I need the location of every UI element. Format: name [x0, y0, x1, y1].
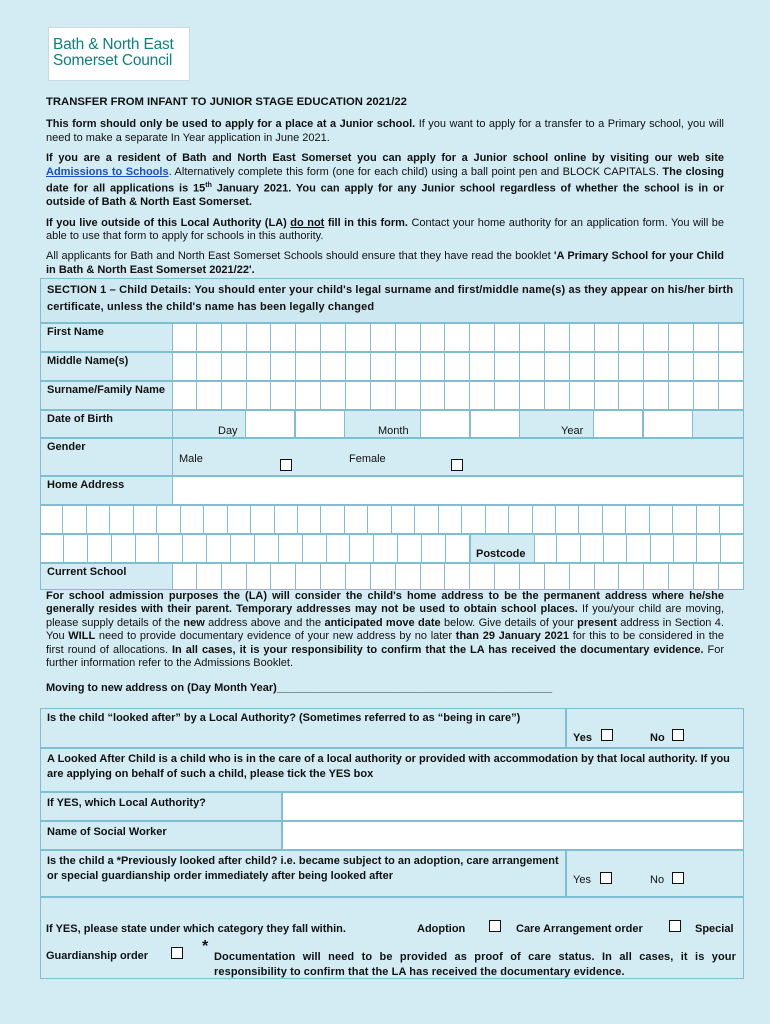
- previously-no-label: No: [650, 874, 665, 886]
- char-box[interactable]: [545, 381, 570, 410]
- char-box[interactable]: [371, 563, 396, 590]
- char-box[interactable]: [595, 352, 620, 381]
- char-box[interactable]: [595, 563, 620, 590]
- char-box[interactable]: [669, 563, 694, 590]
- intro-p2-mid: . Alternatively complete this form (one for each child) using a ball point pen and BLOCK CAPITALS.: [168, 165, 663, 178]
- char-box[interactable]: [509, 505, 532, 534]
- char-box[interactable]: [486, 505, 509, 534]
- dob-month-box-1[interactable]: [420, 410, 470, 438]
- which-la-input[interactable]: [282, 792, 744, 821]
- intro-p4-bold: 'A Primary School for your Child in Bath & North East Somerset 2021/22'.: [46, 250, 724, 276]
- char-box[interactable]: [462, 505, 485, 534]
- char-box[interactable]: [172, 352, 197, 381]
- char-box[interactable]: [644, 563, 669, 590]
- char-box[interactable]: [368, 505, 391, 534]
- char-box[interactable]: [181, 505, 204, 534]
- documentation-note-text: Documentation will need to be provided as proof of care status. In all cases, it is your responsibility to confirm that the LA has received the documentary evidence.: [214, 951, 736, 978]
- char-box[interactable]: [644, 352, 669, 381]
- char-box[interactable]: [271, 323, 296, 352]
- char-box[interactable]: [604, 534, 627, 563]
- char-box[interactable]: [371, 352, 396, 381]
- previously-no-checkbox[interactable]: [672, 872, 684, 884]
- char-box[interactable]: [271, 381, 296, 410]
- note-k: than 29 January 2021: [455, 630, 570, 643]
- char-box[interactable]: [87, 505, 110, 534]
- char-box[interactable]: [603, 505, 626, 534]
- char-box[interactable]: [669, 323, 694, 352]
- asterisk-mark: *: [202, 938, 209, 955]
- char-box[interactable]: [222, 323, 247, 352]
- char-box[interactable]: [275, 505, 298, 534]
- char-box[interactable]: [495, 352, 520, 381]
- home-address-line-3-boxes[interactable]: [40, 534, 470, 563]
- form-title: TRANSFER FROM INFANT TO JUNIOR STAGE EDUCATION 2021/22: [46, 96, 407, 108]
- middle-names-label: Middle Name(s): [40, 352, 172, 381]
- char-box[interactable]: [545, 352, 570, 381]
- section-1-instructions: You should enter your child's legal surname and first/middle name(s) as they appear on his/her birth certificate, unless the child's name has been legally changed: [47, 284, 734, 313]
- char-box[interactable]: [570, 352, 595, 381]
- note-j: need to provide documentary evidence of your new address by no later: [95, 630, 456, 643]
- char-box[interactable]: [279, 534, 303, 563]
- char-box[interactable]: [172, 381, 197, 410]
- surname-boxes[interactable]: [172, 381, 744, 410]
- char-box[interactable]: [445, 563, 470, 590]
- intro-p3-underline: do not: [290, 216, 325, 229]
- char-box[interactable]: [719, 381, 744, 410]
- char-box[interactable]: [197, 381, 222, 410]
- intro-p2-bold-b: The closing date for all applications is 15: [46, 165, 725, 195]
- char-box[interactable]: [321, 352, 346, 381]
- home-address-line-1[interactable]: [172, 476, 744, 505]
- char-box[interactable]: [570, 381, 595, 410]
- female-checkbox[interactable]: [451, 459, 463, 471]
- intro-paragraph-2: [46, 152, 724, 209]
- current-school-boxes[interactable]: [172, 563, 744, 590]
- intro-p3-bold: If you live outside of this Local Authority (LA): [46, 216, 291, 229]
- char-box[interactable]: [63, 505, 86, 534]
- char-box[interactable]: [470, 563, 495, 590]
- previously-yes-label: Yes: [573, 874, 591, 886]
- char-box[interactable]: [345, 505, 368, 534]
- char-box[interactable]: [40, 505, 63, 534]
- char-box[interactable]: [445, 381, 470, 410]
- previously-yes-checkbox[interactable]: [600, 872, 612, 884]
- char-box[interactable]: [674, 534, 697, 563]
- char-box[interactable]: [222, 352, 247, 381]
- char-box[interactable]: [110, 505, 133, 534]
- char-box[interactable]: [520, 563, 545, 590]
- surname-label: Surname/Family Name: [40, 381, 172, 410]
- char-box[interactable]: [579, 505, 602, 534]
- char-box[interactable]: [207, 534, 231, 563]
- which-la-label: If YES, which Local Authority?: [40, 792, 282, 821]
- looked-after-no-label: No: [650, 732, 665, 744]
- middle-names-boxes[interactable]: [172, 352, 744, 381]
- char-box[interactable]: [719, 323, 744, 352]
- char-box[interactable]: [222, 381, 247, 410]
- documentation-note-a: [214, 950, 736, 980]
- char-box[interactable]: [321, 323, 346, 352]
- char-box[interactable]: [247, 381, 272, 410]
- intro-paragraph-1: [46, 118, 724, 145]
- adoption-checkbox[interactable]: [489, 920, 501, 932]
- char-box[interactable]: [627, 534, 650, 563]
- char-box[interactable]: [228, 505, 251, 534]
- social-worker-input[interactable]: [282, 821, 744, 850]
- char-box[interactable]: [495, 381, 520, 410]
- dob-day-label: Day: [218, 425, 238, 437]
- char-box[interactable]: [721, 534, 744, 563]
- char-box[interactable]: [321, 381, 346, 410]
- note-c: new: [183, 616, 205, 629]
- postcode-label: Postcode: [476, 548, 526, 560]
- category-question: If YES, please state under which category they fall within.: [46, 923, 346, 935]
- intro-p3-rest: Contact your home authority for an application form. You will be able to use that form to apply for schools in this authority.: [46, 216, 725, 242]
- social-worker-label: Name of Social Worker: [40, 821, 282, 850]
- char-box[interactable]: [719, 352, 744, 381]
- section-1-heading: [40, 278, 744, 323]
- note-h: address in Section 4. You: [46, 616, 724, 643]
- char-box[interactable]: [136, 534, 160, 563]
- char-box[interactable]: [296, 352, 321, 381]
- council-logo: [48, 27, 190, 81]
- gender-label: Gender: [40, 438, 172, 476]
- guardianship-checkbox[interactable]: [171, 947, 183, 959]
- char-box[interactable]: [694, 563, 719, 590]
- intro-p1-bold: This form should only be used to apply for a place at a Junior school.: [46, 118, 416, 131]
- note-i: WILL: [68, 630, 96, 643]
- char-box[interactable]: [470, 381, 495, 410]
- char-box[interactable]: [581, 534, 604, 563]
- dob-day-box-2[interactable]: [295, 410, 345, 438]
- dob-year-label: Year: [561, 425, 584, 437]
- dob-month-label: Month: [378, 425, 409, 437]
- char-box[interactable]: [159, 534, 183, 563]
- char-box[interactable]: [619, 323, 644, 352]
- char-box[interactable]: [694, 323, 719, 352]
- dob-year-box-1[interactable]: [593, 410, 643, 438]
- char-box[interactable]: [231, 534, 255, 563]
- intro-p4-rest: All applicants for Bath and North East Somerset Schools should ensure that they have read the booklet: [46, 250, 554, 263]
- char-box[interactable]: [346, 352, 371, 381]
- note-g: present: [577, 616, 617, 629]
- char-box[interactable]: [697, 505, 720, 534]
- char-box[interactable]: [533, 505, 556, 534]
- char-box[interactable]: [626, 505, 649, 534]
- char-box[interactable]: [545, 323, 570, 352]
- looked-after-explanation: A Looked After Child is a child who is in the care of a local authority or provided with accommodation by that local authority. If you are applying on behalf of such a child, please tick the YES box: [40, 748, 744, 792]
- char-box[interactable]: [346, 323, 371, 352]
- intro-paragraph-4: [46, 250, 724, 277]
- char-box[interactable]: [439, 505, 462, 534]
- char-box[interactable]: [197, 352, 222, 381]
- char-box[interactable]: [520, 381, 545, 410]
- char-box[interactable]: [422, 534, 446, 563]
- home-address-label: Home Address: [40, 476, 172, 505]
- current-school-label: Current School: [40, 563, 172, 590]
- char-box[interactable]: [296, 323, 321, 352]
- char-box[interactable]: [222, 563, 247, 590]
- char-box[interactable]: [255, 534, 279, 563]
- char-box[interactable]: [720, 505, 743, 534]
- char-box[interactable]: [371, 323, 396, 352]
- char-box[interactable]: [112, 534, 136, 563]
- special-label: Special: [695, 923, 734, 935]
- char-box[interactable]: [392, 505, 415, 534]
- char-box[interactable]: [396, 381, 421, 410]
- dob-day-box-1[interactable]: [245, 410, 295, 438]
- guardianship-label: Guardianship order: [46, 950, 149, 962]
- note-d: address above and the: [204, 616, 325, 629]
- char-box[interactable]: [396, 323, 421, 352]
- char-box[interactable]: [644, 381, 669, 410]
- char-box[interactable]: [421, 352, 446, 381]
- dob-month-box-2[interactable]: [470, 410, 520, 438]
- char-box[interactable]: [644, 323, 669, 352]
- note-e: anticipated move date: [324, 616, 441, 629]
- logo-line-1: Bath & North East: [53, 36, 174, 53]
- intro-p2-bold-a: If you are a resident of Bath and North East Somerset you can apply for a Junior school online by visiting our web site: [46, 152, 724, 165]
- char-box[interactable]: [556, 505, 579, 534]
- admissions-link[interactable]: Admissions to Schools: [46, 165, 169, 178]
- char-box[interactable]: [669, 381, 694, 410]
- char-box[interactable]: [421, 323, 446, 352]
- char-box[interactable]: [570, 563, 595, 590]
- char-box[interactable]: [719, 563, 744, 590]
- char-box[interactable]: [619, 563, 644, 590]
- postcode-boxes[interactable]: [534, 534, 744, 563]
- char-box[interactable]: [271, 563, 296, 590]
- char-box[interactable]: [694, 381, 719, 410]
- char-box[interactable]: [445, 352, 470, 381]
- char-box[interactable]: [134, 505, 157, 534]
- char-box[interactable]: [371, 381, 396, 410]
- char-box[interactable]: [396, 563, 421, 590]
- char-box[interactable]: [247, 563, 272, 590]
- char-box[interactable]: [697, 534, 720, 563]
- char-box[interactable]: [298, 505, 321, 534]
- char-box[interactable]: [350, 534, 374, 563]
- note-f: below. Give details of your: [440, 616, 578, 629]
- adoption-label: Adoption: [417, 923, 466, 935]
- char-box[interactable]: [669, 352, 694, 381]
- char-box[interactable]: [172, 563, 197, 590]
- char-box[interactable]: [251, 505, 274, 534]
- char-box[interactable]: [88, 534, 112, 563]
- intro-p1-rest: If you want to apply for a transfer to a Primary school, you will need to make a separate In Year application in June 2021.: [46, 118, 724, 144]
- char-box[interactable]: [595, 323, 620, 352]
- char-box[interactable]: [470, 323, 495, 352]
- char-box[interactable]: [415, 505, 438, 534]
- char-box[interactable]: [396, 352, 421, 381]
- note-a: For school admission purposes the (LA) will consider the child's home address to be the permanent address where he/she generally resides with their parent. Temporary addresses may not be used to obtain school places.: [46, 590, 724, 616]
- looked-after-question: Is the child “looked after” by a Local Authority? (Sometimes referred to as “being in care”): [40, 708, 566, 748]
- char-box[interactable]: [204, 505, 227, 534]
- care-arrangement-checkbox[interactable]: [669, 920, 681, 932]
- char-box[interactable]: [619, 352, 644, 381]
- note-l: for this to be considered in the first round of allocations.: [46, 630, 724, 656]
- looked-after-no-checkbox[interactable]: [672, 729, 684, 741]
- char-box[interactable]: [595, 381, 620, 410]
- address-note: [46, 590, 724, 670]
- char-box[interactable]: [346, 381, 371, 410]
- char-box[interactable]: [557, 534, 580, 563]
- char-box[interactable]: [470, 352, 495, 381]
- char-box[interactable]: [64, 534, 88, 563]
- char-box[interactable]: [398, 534, 422, 563]
- char-box[interactable]: [545, 563, 570, 590]
- char-box[interactable]: [40, 534, 64, 563]
- char-box[interactable]: [570, 323, 595, 352]
- char-box[interactable]: [247, 323, 272, 352]
- char-box[interactable]: [247, 352, 272, 381]
- intro-p3-bold-b: fill in this form.: [324, 216, 408, 229]
- intro-paragraph-3: [46, 217, 724, 244]
- male-checkbox[interactable]: [280, 459, 292, 471]
- dob-label: Date of Birth: [40, 410, 172, 438]
- char-box[interactable]: [446, 534, 470, 563]
- char-box[interactable]: [673, 505, 696, 534]
- first-name-boxes[interactable]: [172, 323, 744, 352]
- char-box[interactable]: [321, 505, 344, 534]
- char-box[interactable]: [374, 534, 398, 563]
- note-m: In all cases, it is your responsibility to confirm that the LA has received the documentary evidence.: [171, 643, 704, 656]
- char-box[interactable]: [495, 323, 520, 352]
- char-box[interactable]: [197, 563, 222, 590]
- intro-p2-sup: th: [205, 182, 212, 190]
- char-box[interactable]: [520, 323, 545, 352]
- section-1-title: SECTION 1 – Child Details:: [47, 284, 192, 296]
- char-box[interactable]: [445, 323, 470, 352]
- char-box[interactable]: [197, 323, 222, 352]
- intro-p2-bold-c: January 2021. You can apply for any Junior school regardless of whether the school is in or outside of Bath & North East Somerset.: [46, 182, 724, 209]
- char-box[interactable]: [650, 505, 673, 534]
- char-box[interactable]: [321, 563, 346, 590]
- intro-text: [46, 96, 724, 284]
- char-box[interactable]: [534, 534, 557, 563]
- char-box[interactable]: [183, 534, 207, 563]
- female-label: Female: [349, 453, 386, 465]
- looked-after-yes-label: Yes: [573, 732, 592, 744]
- logo-line-2: Somerset Council: [53, 51, 173, 69]
- char-box[interactable]: [296, 381, 321, 410]
- note-n: For further information refer to the Admissions Booklet.: [46, 643, 724, 670]
- male-label: Male: [179, 453, 203, 465]
- char-box[interactable]: [303, 534, 327, 563]
- note-b: If you/your child are moving, please supply details of the: [46, 603, 724, 629]
- home-address-line-2-boxes[interactable]: [40, 505, 744, 534]
- char-box[interactable]: [172, 323, 197, 352]
- char-box[interactable]: [421, 381, 446, 410]
- char-box[interactable]: [520, 352, 545, 381]
- char-box[interactable]: [421, 563, 446, 590]
- first-name-label: First Name: [40, 323, 172, 352]
- char-box[interactable]: [346, 563, 371, 590]
- char-box[interactable]: [619, 381, 644, 410]
- dob-year-box-2[interactable]: [643, 410, 693, 438]
- char-box[interactable]: [651, 534, 674, 563]
- moving-date-field[interactable]: Moving to new address on (Day Month Year)_____________________________________________: [46, 682, 553, 694]
- char-box[interactable]: [327, 534, 351, 563]
- looked-after-yes-checkbox[interactable]: [601, 729, 613, 741]
- char-box[interactable]: [495, 563, 520, 590]
- char-box[interactable]: [271, 352, 296, 381]
- char-box[interactable]: [157, 505, 180, 534]
- char-box[interactable]: [296, 563, 321, 590]
- care-arrangement-label: Care Arrangement order: [516, 923, 643, 935]
- previously-looked-after-question: Is the child a *Previously looked after child? i.e. became subject to an adoption, care arrangement or special guardianship order immediately after being looked after: [40, 850, 566, 897]
- char-box[interactable]: [694, 352, 719, 381]
